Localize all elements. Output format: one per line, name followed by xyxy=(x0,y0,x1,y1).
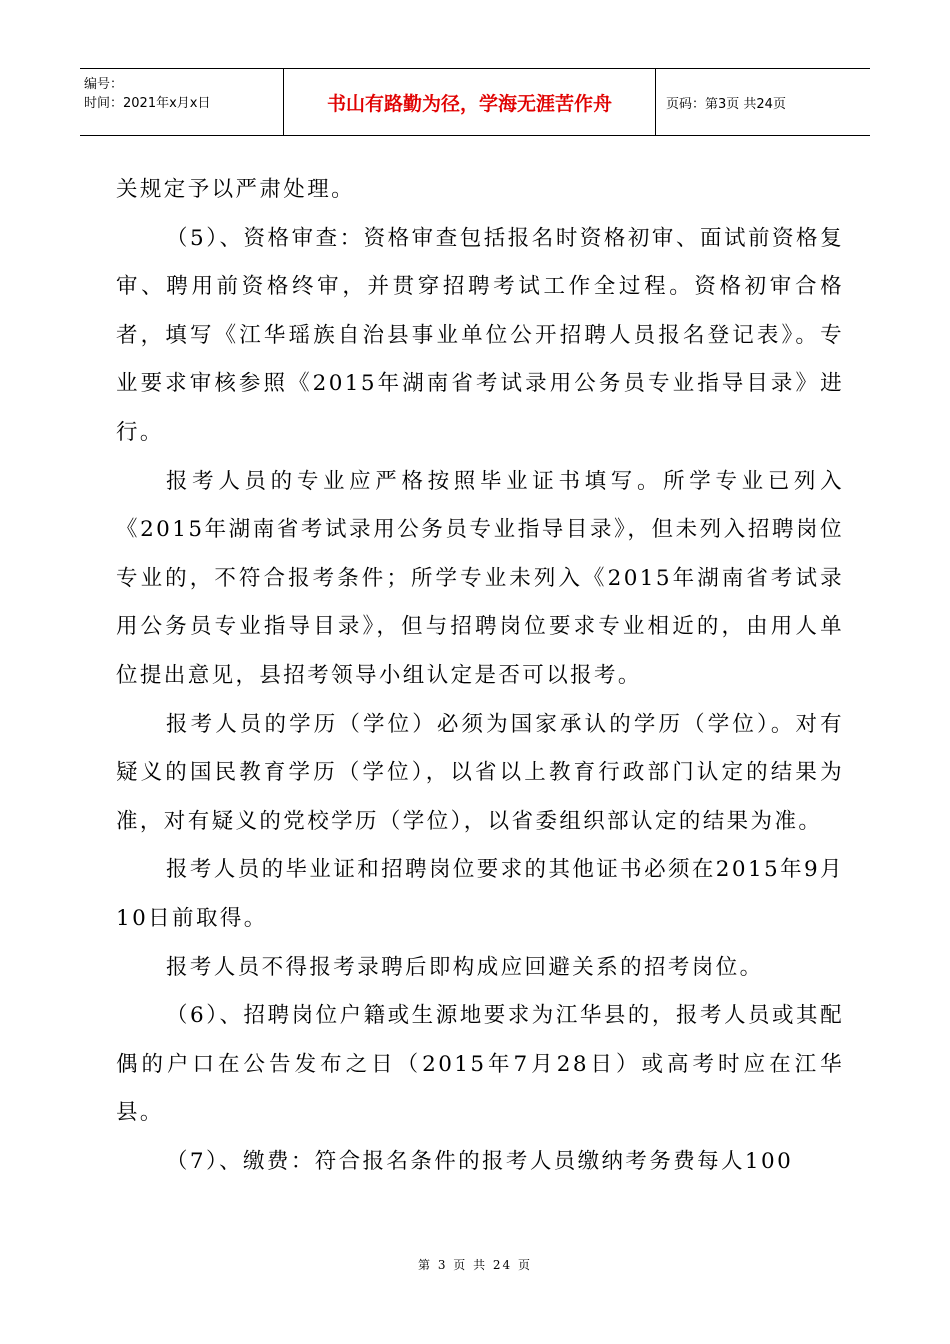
document-number-label: 编号： xyxy=(84,77,124,92)
paragraph: 关规定予以严肃处理。 xyxy=(116,177,356,202)
header-motto: 书山有路勤为径，学海无涯苦作舟 xyxy=(284,69,656,135)
header-page-label: 页码：第3页 共24页 xyxy=(666,96,786,112)
paragraph: 报考人员不得报考录聘后即构成应回避关系的招考岗位。 xyxy=(166,954,764,980)
document-body xyxy=(116,166,844,1186)
paragraph: （5）、资格审查：资格审查包括报名时资格初审、面试前资格复审、聘用前资格终审，并贯穿招聘考试工作全过程。资格初审合格者，填写《江华瑶族自治县事业单位公开招聘人员报名登记表》。专业要求审核参照《2015年湖南省考试录用公务员专业指导目录》进行。 xyxy=(116,225,844,445)
paragraph: 报考人员的毕业证和招聘岗位要求的其他证书必须在2015年9月10日前取得。 xyxy=(116,857,844,931)
header-meta xyxy=(80,69,284,135)
paragraph: 报考人员的专业应严格按照毕业证书填写。所学专业已列入《2015年湖南省考试录用公务员专业指导目录》，但未列入招聘岗位专业的，不符合报考条件；所学专业未列入《2015年湖南省考试录用公务员专业指导目录》，但与招聘岗位要求专业相近的，由用人单位提出意见，县招考领导小组认定是否可以报考。 xyxy=(116,468,844,688)
paragraph: （6）、招聘岗位户籍或生源地要求为江华县的，报考人员或其配偶的户口在公告发布之日（2015年7月28日）或高考时应在江华县。 xyxy=(116,1003,844,1126)
paragraph: 报考人员的学历（学位）必须为国家承认的学历（学位）。对有疑义的国民教育学历（学位），以省以上教育行政部门认定的结果为准，对有疑义的党校学历（学位），以省委组织部认定的结果为准。 xyxy=(116,711,844,834)
page-header xyxy=(80,68,870,136)
page-footer: 第 3 页 共 24 页 xyxy=(418,1258,532,1272)
paragraph: （7）、缴费：符合报名条件的报考人员缴纳考务费每人100 xyxy=(166,1148,794,1174)
document-date-label: 时间：2021年x月x日 xyxy=(84,96,211,111)
